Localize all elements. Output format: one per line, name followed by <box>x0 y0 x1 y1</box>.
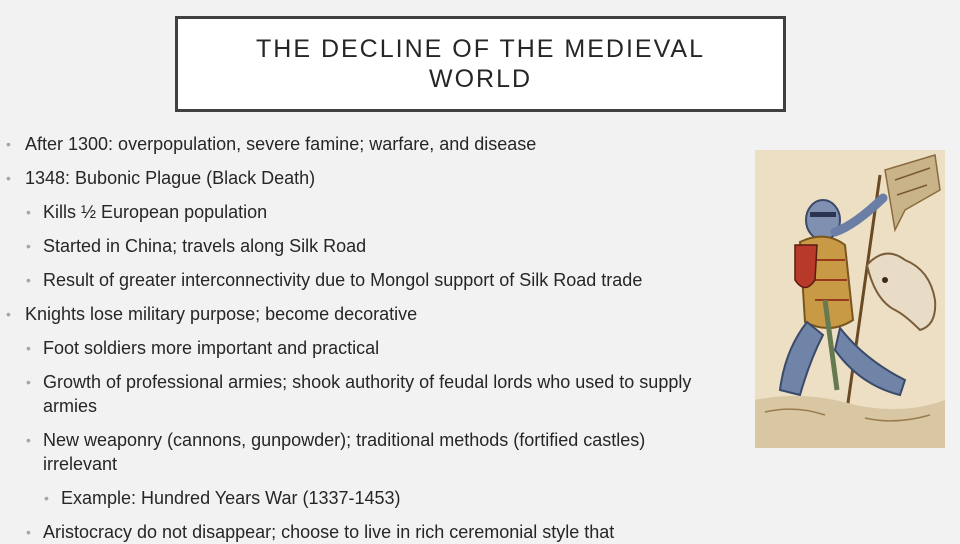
bullet-item: • Result of greater interconnectivity due to Mongol support of Silk Road trade <box>26 270 643 290</box>
bullet-dot: • <box>26 340 31 356</box>
bullet-item: • Growth of professional armies; shook authority of feudal lords who used to supply armies <box>26 372 692 416</box>
knight-image <box>755 150 945 448</box>
bullet-item: • Started in China; travels along Silk Road <box>26 236 367 256</box>
bullet-dot: • <box>26 272 31 288</box>
bullet-dot: • <box>6 170 11 186</box>
bullet-item: • New weaponry (cannons, gunpowder); traditional methods (fortified castles) irrelevant <box>26 430 646 474</box>
bullet-item: • 1348: Bubonic Plague (Black Death) <box>6 168 316 188</box>
bullet-dot: • <box>44 490 49 506</box>
bullet-dot: • <box>26 524 31 540</box>
bullet-dot: • <box>6 306 11 322</box>
bullet-dot: • <box>6 136 11 152</box>
bullet-dot: • <box>26 432 31 448</box>
title-box <box>175 16 786 112</box>
bullet-item: • Example: Hundred Years War (1337-1453) <box>44 488 401 508</box>
bullet-dot: • <box>26 238 31 254</box>
bullet-dot: • <box>26 204 31 220</box>
bullet-dot: • <box>26 374 31 390</box>
bullet-item: • After 1300: overpopulation, severe famine; warfare, and disease <box>6 134 537 154</box>
bullet-item: • Kills ½ European population <box>26 202 268 222</box>
knight-illustration <box>755 150 945 448</box>
bullet-item: • Knights lose military purpose; become decorative <box>6 304 418 324</box>
bullet-item: • Foot soldiers more important and practical <box>26 338 380 358</box>
slide-title: THE DECLINE OF THE MEDIEVAL WORLD <box>256 35 705 93</box>
bullet-item: • Aristocracy do not disappear; choose to live in rich ceremonial style that <box>26 522 615 542</box>
